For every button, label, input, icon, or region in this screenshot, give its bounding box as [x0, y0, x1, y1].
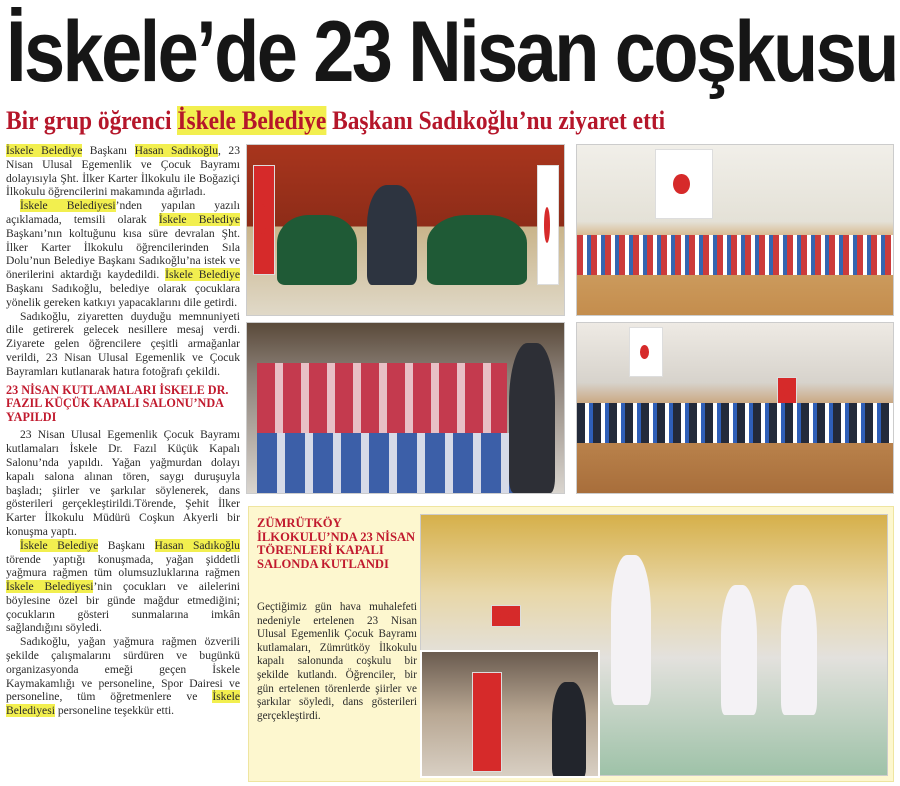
flag-icon	[491, 605, 521, 627]
text: Başkanı Sadıkoğlu, belediye olarak çocuklara yönelik gereken katkıyı yapacaklarını dile getirdi.	[6, 281, 240, 309]
subheadline	[6, 104, 665, 138]
text: , 23 Nisan Ulusal Egemenlik ve Çocuk Bayramı dolayısıyla Şht. İlker Karter İlkokulu ile Boğaziçi İlkokulu öğrencilerini makamında ağırladı.	[6, 144, 240, 199]
paragraph-2	[6, 199, 240, 309]
group-figure	[257, 363, 507, 433]
subhead-highlight: İskele Belediye	[177, 106, 327, 135]
highlight: İskele Belediye	[6, 144, 83, 157]
photo-ceremony-inset	[420, 650, 600, 778]
text: Başkanı	[82, 144, 135, 157]
paragraph-6	[6, 635, 240, 718]
headline: İskele’de 23 Nisan coşkusu	[6, 4, 897, 100]
box-title: ZÜMRÜTKÖY İLKOKULU’NDA 23 NİSAN TÖRENLERİ KAPALI SALONDA KUTLANDI	[257, 516, 416, 571]
crowd-figure	[577, 235, 894, 275]
person-figure	[552, 682, 586, 778]
paragraph-1	[6, 144, 240, 199]
highlight: Hasan Sadıkoğlu	[154, 538, 240, 552]
highlight: İskele Belediyesi	[6, 690, 240, 718]
group-figure	[277, 215, 357, 285]
highlight: İskele Belediyesi	[20, 199, 116, 213]
photo-hall-dance	[576, 322, 894, 494]
dancer-figure	[721, 585, 757, 715]
subhead-text-1: Bir grup öğrenci	[6, 106, 178, 135]
group-figure	[257, 433, 527, 493]
highlight: İskele Belediye	[20, 538, 99, 552]
section-heading: 23 NİSAN KUTLAMALARI İSKELE DR. FAZIL KÜÇÜK KAPALI SALONU’NDA YAPILDI	[6, 382, 229, 424]
photo-hall-ceremony	[576, 144, 894, 316]
dancer-figure	[611, 555, 651, 705]
flag-icon	[537, 165, 559, 285]
photo-mayor-office	[246, 144, 565, 316]
highlight: İskele Belediye	[158, 212, 240, 226]
flag-icon	[253, 165, 275, 275]
text: Başkanı	[98, 538, 155, 552]
flag-icon	[629, 327, 663, 377]
crowd-figure	[577, 403, 894, 443]
highlight: İskele Belediye	[165, 268, 240, 282]
person-figure	[367, 185, 417, 285]
highlight: Hasan Sadıkoğlu	[134, 144, 219, 157]
text: ’nden yapılan yazılı açıklamada, temsili olarak	[6, 199, 240, 226]
text: Sadıkoğlu, yağan yağmura rağmen özverili şekilde çalışmalarını sürdüren ve bugünkü organizasyonda emeği geçen İskele Kaymakamlığı ve personeline, Spor Dairesi ve personeline, tüm öğretmenlere ve	[6, 635, 240, 704]
paragraph-5	[6, 539, 240, 636]
flag-icon	[655, 149, 713, 219]
subhead-text-2: Başkanı Sadıkoğlu’nu ziyaret etti	[326, 106, 666, 135]
flag-icon	[472, 672, 502, 772]
text: personeline teşekkür etti.	[54, 704, 175, 718]
dancer-figure	[781, 585, 817, 715]
article-column	[6, 144, 240, 784]
box-text: Geçtiğimiz gün hava muhalefeti nedeniyle ertelenen 23 Nisan Ulusal Egemenlik Çocuk Bayramı kutlamaları, Zümrütköy İlkokulu kapalı salonunda coşkulu bir şekilde kutlandı. Öğrenciler, bir gün ertelenen törenlerde şiirler ve şarkılar söyledi, dans gösterileri gerçekleştirdi.	[257, 601, 417, 722]
text: ’nin çocukları ve ailelerini böylesine özel bir günde mağdur etmediğini; çocukların gösteri sunmalarına imkân sağlandığını söyledi.	[6, 580, 240, 635]
person-figure	[509, 343, 555, 493]
group-figure	[427, 215, 527, 285]
text: törende yaptığı konuşmada, yağan şiddetli yağmura rağmen tüm olumsuzluklarına rağmen	[6, 552, 240, 580]
highlight: İskele Belediyesi	[6, 580, 94, 594]
text: Başkanı’nın koltuğunu kısa süre devralan Şht. İlker Karter İlkokulu öğrencilerinden Sıla Dolu’nun Belediye Başkanı Sadıkoğlu’na istek ve önerilerini aktardığı kaydedildi.	[6, 226, 240, 282]
photo-students-costumes	[246, 322, 565, 494]
paragraph-3: Sadıkoğlu, ziyaretten duyduğu memnuniyeti dile getirerek gelecek nesillere mesaj verdi. Ziyarete gelen öğrencilere çeşitli armağanlar verildi, 23 Nisan Ulusal Egemenlik ve Çocuk Bayramları kutlanarak hatıra fotoğrafı çekildi.	[6, 309, 240, 378]
paragraph-4: 23 Nisan Ulusal Egemenlik Çocuk Bayramı kutlamaları İskele Dr. Fazıl Küçük Kapalı Salonu’nda yapıldı. Yağan yağmurdan dolayı kapalı salona alınan tören, saygı duruşuyla başladı; şiirler ve şarkılar söylenerek, dans gösterileri gerçekleştirildi.Törende, Şehit İlker Karter İlkokulu Müdürü Coşkun Akyerli bir konuşma yaptı.	[6, 428, 240, 538]
